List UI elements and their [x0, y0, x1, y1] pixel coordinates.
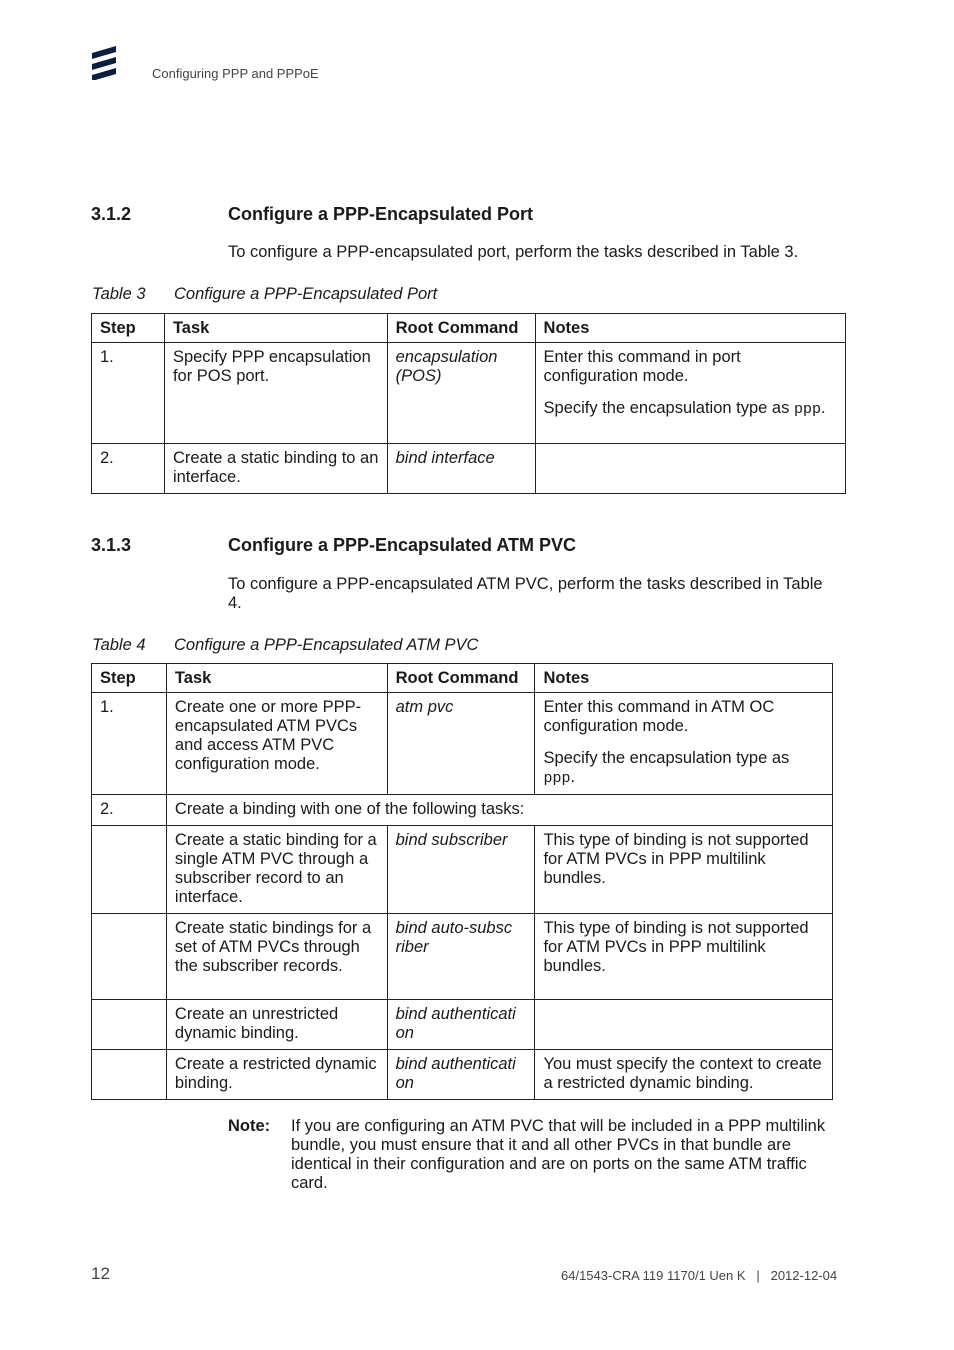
page-number: 12	[91, 1264, 110, 1283]
step-cell: 2.	[92, 795, 167, 826]
table-row	[92, 1050, 833, 1100]
note-text: Enter this command in port configuration mode.	[543, 348, 741, 385]
command-cell: bind subscriber	[387, 826, 535, 914]
section-title: Configure a PPP-Encapsulated Port	[228, 204, 534, 224]
col-header-root-command: Root Command	[387, 314, 535, 343]
table-row	[92, 914, 833, 1000]
notes-cell: This type of binding is not supported for ATM PVCs in PPP multilink bundles.	[535, 914, 833, 1000]
col-header-step: Step	[92, 664, 167, 693]
task-cell: Create static bindings for a set of ATM PVCs through the subscriber records.	[166, 914, 387, 1000]
col-header-task: Task	[166, 664, 387, 693]
table-caption	[92, 285, 437, 304]
merged-task-cell: Create a binding with one of the following tasks:	[166, 795, 832, 826]
step-cell	[92, 914, 167, 1000]
col-header-step: Step	[92, 314, 165, 343]
note-text: Specify the encapsulation type as ppp.	[543, 399, 826, 418]
command-cell: atm pvc	[387, 693, 535, 795]
step-cell	[92, 1050, 167, 1100]
note-text: Specify the encapsulation type as ppp.	[543, 749, 790, 787]
step-cell	[92, 826, 167, 914]
col-header-task: Task	[164, 314, 387, 343]
table-caption-text: Configure a PPP-Encapsulated ATM PVC	[174, 636, 479, 654]
ericsson-logo-icon	[90, 44, 118, 80]
command-cell: bind authenticati on	[387, 1000, 535, 1050]
command-cell: encapsulation (POS)	[387, 343, 535, 444]
running-header: Configuring PPP and PPPoE	[152, 66, 319, 81]
table-row	[92, 343, 846, 444]
table-header-row	[92, 664, 833, 693]
task-cell: Create a restricted dynamic binding.	[166, 1050, 387, 1100]
note-text: Enter this command in ATM OC configuration mode.	[543, 698, 775, 735]
step-cell	[92, 1000, 167, 1050]
step-cell: 1.	[92, 693, 167, 795]
note-block	[228, 1117, 848, 1193]
note-label: Note:	[228, 1117, 271, 1135]
document-id: 64/1543-CRA 119 1170/1 Uen K | 2012-12-04	[561, 1268, 838, 1283]
notes-cell: You must specify the context to create a restricted dynamic binding.	[535, 1050, 833, 1100]
section-number: 3.1.3	[91, 535, 132, 555]
command-cell: bind authenticati on	[387, 1050, 535, 1100]
table-row	[92, 693, 833, 795]
code-text: ppp	[793, 401, 821, 418]
task-cell: Create a static binding for a single ATM PVC through a subscriber record to an interface.	[166, 826, 387, 914]
table-caption-text: Configure a PPP-Encapsulated Port	[174, 285, 438, 303]
section-title: Configure a PPP-Encapsulated ATM PVC	[228, 535, 577, 555]
task-cell: Create a static binding to an interface.	[164, 444, 387, 494]
table-4	[91, 663, 833, 1100]
code-text: ppp	[543, 770, 571, 787]
table-header-row	[92, 314, 846, 343]
table-label: Table 4	[92, 636, 146, 654]
col-header-root-command: Root Command	[387, 664, 535, 693]
section-intro: To configure a PPP-encapsulated port, perform the tasks described in Table 3.	[228, 243, 799, 261]
step-cell: 2.	[92, 444, 165, 494]
step-cell: 1.	[92, 343, 165, 444]
table-row	[92, 1000, 833, 1050]
table-row	[92, 826, 833, 914]
task-cell: Specify PPP encapsulation for POS port.	[164, 343, 387, 444]
section-intro: To configure a PPP-encapsulated ATM PVC, perform the tasks described in Table 4.	[228, 575, 823, 612]
table-row	[92, 795, 833, 826]
command-cell: bind auto-subsc riber	[387, 914, 535, 1000]
task-cell: Create one or more PPP-encapsulated ATM PVCs and access ATM PVC configuration mode.	[166, 693, 387, 795]
command-cell: bind interface	[387, 444, 535, 494]
section-number: 3.1.2	[91, 204, 132, 224]
task-cell: Create an unrestricted dynamic binding.	[166, 1000, 387, 1050]
table-row	[92, 444, 846, 494]
notes-cell	[535, 693, 833, 795]
notes-cell	[535, 343, 845, 444]
notes-cell	[535, 1000, 833, 1050]
col-header-notes: Notes	[535, 664, 833, 693]
col-header-notes: Notes	[535, 314, 845, 343]
table-label: Table 3	[92, 285, 146, 303]
notes-cell: This type of binding is not supported for ATM PVCs in PPP multilink bundles.	[535, 826, 833, 914]
table-3	[91, 313, 846, 494]
notes-cell	[535, 444, 845, 494]
note-text: If you are configuring an ATM PVC that will be included in a PPP multilink bundle, you must ensure that it and all other PVCs in that bundle are identical in their configuration and are on ports on the same ATM traffic card.	[291, 1117, 826, 1192]
table-caption	[92, 636, 478, 655]
